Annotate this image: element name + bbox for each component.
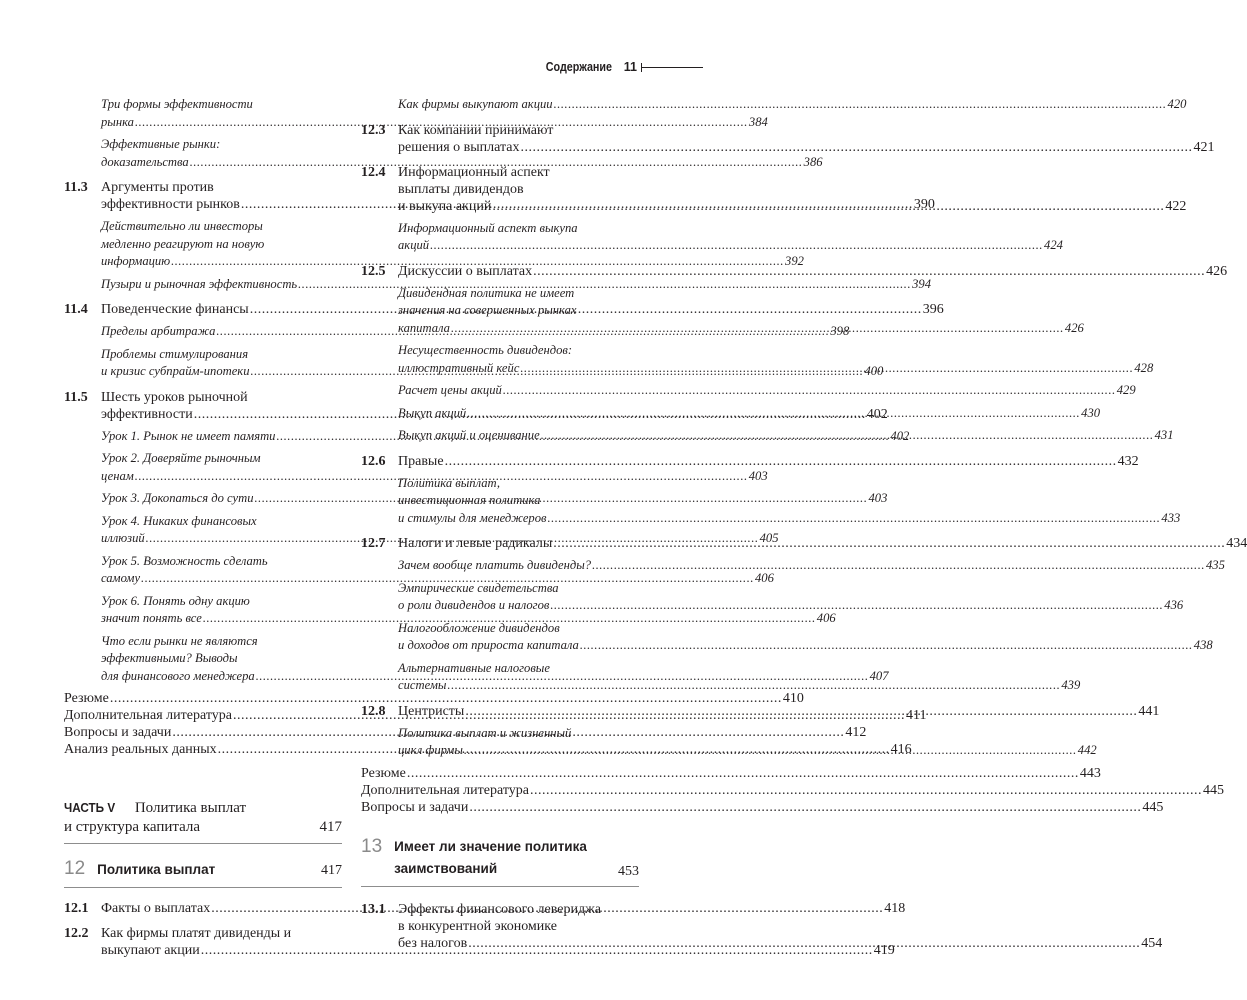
entry-page: 420 <box>1167 97 1187 111</box>
entry-page: 436 <box>1164 598 1184 612</box>
part-heading <box>64 798 342 844</box>
entry-title: Что если рынки не являются <box>101 633 258 648</box>
entry-line <box>398 122 1214 139</box>
entry-title: выплаты дивидендов <box>398 181 524 197</box>
entry-line <box>101 236 342 254</box>
entry-text <box>361 765 1101 782</box>
entry-title: самому <box>101 571 141 585</box>
entry-text <box>398 263 1227 280</box>
toc-subsection-entry <box>398 382 1136 400</box>
section-number: 12.5 <box>361 263 386 279</box>
dot-leader <box>592 557 1205 575</box>
entry-title: Дискуссии о выплатах <box>398 263 533 279</box>
dot-leader <box>492 198 1164 215</box>
entry-title: Урок 1. Рынок не имеет памяти <box>101 428 276 443</box>
entry-text <box>361 799 1164 816</box>
section-number: 12.4 <box>361 164 386 180</box>
part-label: ЧАСТЬ V <box>64 800 116 815</box>
entry-title: медленно реагируют на новую <box>101 236 265 251</box>
page-number: 11 <box>623 60 637 74</box>
entry-text <box>398 382 1136 400</box>
entry-page: 432 <box>1117 453 1139 469</box>
dot-leader <box>550 597 1163 615</box>
entry-line <box>398 492 639 510</box>
entry-page: 405 <box>759 531 779 545</box>
entry-page: 438 <box>1193 638 1213 652</box>
section-number: 11.3 <box>64 180 88 195</box>
entry-text <box>398 96 1187 114</box>
entry-page: 419 <box>873 943 895 958</box>
chapter-title: Политика выплат <box>97 862 216 877</box>
entry-text <box>398 901 1162 952</box>
section-number: 12.8 <box>361 703 386 719</box>
section-number: 13.1 <box>361 901 386 917</box>
entry-page: 445 <box>1203 782 1224 798</box>
entry-line <box>398 220 639 238</box>
entry-title: Налогообложение дивидендов <box>398 620 560 635</box>
entry-title: рынка <box>101 114 134 129</box>
entry-page: 433 <box>1161 510 1181 525</box>
entry-line <box>398 382 1136 400</box>
entry-page: 412 <box>845 725 867 740</box>
entry-page: 424 <box>1044 238 1063 252</box>
dot-leader <box>553 535 1225 552</box>
entry-line <box>101 650 342 668</box>
entry-line <box>101 96 342 114</box>
entry-title: и доходов от прироста капитала <box>398 638 579 652</box>
entry-line <box>398 620 639 638</box>
entry-line <box>398 237 1063 255</box>
dot-leader <box>520 139 1192 156</box>
entry-line <box>398 597 1184 615</box>
entry-line <box>398 935 1162 952</box>
entry-text <box>398 453 1139 470</box>
entry-page: 431 <box>1154 428 1174 442</box>
chapter-heading-12 <box>64 858 342 888</box>
chapter-number: 13 <box>361 835 383 857</box>
entry-line <box>398 285 639 303</box>
dot-leader <box>451 320 1064 338</box>
entry-page: 396 <box>922 302 944 317</box>
entry-title: Проблемы стимулирования <box>101 346 249 361</box>
entry-title: Налоги и левые радикалы <box>398 536 553 551</box>
entry-page: 418 <box>884 901 906 916</box>
dot-leader <box>468 935 1140 952</box>
entry-title: Урок 2. Доверяйте рыночным <box>101 451 261 465</box>
entry-page: 441 <box>1138 703 1160 719</box>
entry-title: для финансового менеджера <box>101 668 255 683</box>
entry-page: 434 <box>1226 536 1247 551</box>
entry-page: 454 <box>1141 935 1163 951</box>
entry-title: Как фирмы выкупают акции <box>398 97 553 111</box>
entry-line <box>398 96 1187 114</box>
entry-title: Дивидендная политика не имеет <box>398 285 575 300</box>
entry-text <box>398 220 1063 255</box>
entry-page: 443 <box>1079 765 1101 781</box>
toc-section-entry <box>361 453 1139 470</box>
section-number: 12.1 <box>64 901 89 916</box>
entry-title: Как компании принимают <box>398 122 554 138</box>
entry-line <box>101 136 342 154</box>
dot-leader <box>469 799 1141 816</box>
entry-line <box>398 139 1214 156</box>
dot-leader <box>430 237 1043 255</box>
part-title-line1: Политика выплат <box>134 800 247 816</box>
dot-leader <box>445 453 1117 470</box>
entry-title: Информационный аспект выкупа <box>398 220 578 235</box>
entry-title: Поведенческие финансы <box>101 302 249 317</box>
entry-title: Урок 5. Возможность сделать <box>101 553 268 568</box>
section-number: 11.4 <box>64 302 88 317</box>
entry-title: Резюме <box>361 765 406 781</box>
entry-page: 384 <box>748 114 768 129</box>
entry-line <box>361 799 1164 816</box>
entry-page: 422 <box>1165 198 1187 214</box>
dot-leader <box>464 742 1077 760</box>
entry-line <box>398 302 639 320</box>
running-head-title: Содержание <box>545 60 612 74</box>
entry-page: 406 <box>816 611 836 625</box>
part-page: 417 <box>319 819 342 835</box>
entry-page: 403 <box>868 491 888 505</box>
entry-text <box>398 535 1247 552</box>
entry-line <box>398 475 639 493</box>
entry-line <box>398 918 1162 935</box>
entry-title: и кризис субпрайм-ипотеки <box>101 364 250 378</box>
entry-line <box>398 263 1227 280</box>
entry-line <box>398 557 1225 575</box>
entry-line <box>361 782 1224 799</box>
entry-line <box>101 553 342 571</box>
section-number: 12.3 <box>361 122 386 138</box>
dot-leader <box>467 405 1080 423</box>
section-number: 12.2 <box>64 926 89 941</box>
entry-page: 426 <box>1064 320 1084 335</box>
section-number: 11.5 <box>64 389 88 405</box>
entry-line <box>398 703 1159 720</box>
entry-line <box>398 342 639 360</box>
entry-title: информацию <box>101 254 171 268</box>
entry-title: Урок 4. Никаких финансовых <box>101 513 257 528</box>
entry-title: цикл фирмы <box>398 743 463 757</box>
entry-line <box>398 164 1186 181</box>
entry-page: 411 <box>906 708 927 723</box>
entry-page: 430 <box>1081 405 1101 420</box>
entry-text <box>398 122 1214 156</box>
entry-title: Шесть уроков рыночной <box>101 389 248 405</box>
entry-title: Дополнительная литература <box>64 708 232 723</box>
entry-title: Пузыри и рыночная эффективность <box>101 276 298 291</box>
entry-line <box>398 901 1162 918</box>
chapter-title-line1: Имеет ли значение политика <box>394 838 587 854</box>
entry-title: Несущественность дивидендов: <box>398 343 573 357</box>
entry-title: решения о выплатах <box>398 139 520 155</box>
entry-title: Дополнительная литература <box>361 782 529 798</box>
entry-title: Зачем вообще платить дивиденды? <box>398 558 592 572</box>
dot-leader <box>530 782 1202 799</box>
entry-page: 421 <box>1193 139 1215 155</box>
entry-title: эффективности <box>101 406 193 422</box>
entry-title: без налогов <box>398 935 468 951</box>
entry-page: 435 <box>1206 558 1225 572</box>
entry-page: 403 <box>748 468 768 483</box>
entry-line <box>361 765 1101 782</box>
entry-title: Информационный аспект <box>398 164 550 180</box>
dot-leader <box>533 263 1205 280</box>
chapter-page: 417 <box>321 863 342 878</box>
entry-title: иллюстративный кейс <box>398 360 520 375</box>
entry-line <box>101 513 342 531</box>
entry-text <box>398 703 1159 720</box>
entry-page: 390 <box>913 197 935 212</box>
dot-leader <box>503 382 1116 400</box>
entry-title: Пределы арбитража <box>101 324 216 338</box>
entry-line <box>398 181 1186 198</box>
entry-text <box>398 164 1186 215</box>
entry-line <box>398 637 1213 655</box>
entry-title: Центристы <box>398 703 465 719</box>
dot-leader <box>554 96 1167 114</box>
entry-title: Правые <box>398 453 444 469</box>
dot-leader <box>407 765 1079 782</box>
entry-title: значит понять все <box>101 611 202 625</box>
entry-title: Действительно ли инвесторы <box>101 219 263 233</box>
toc-top-entry <box>361 782 1224 799</box>
entry-title: системы <box>398 678 447 692</box>
entry-page: 439 <box>1061 678 1081 692</box>
entry-text <box>64 690 804 707</box>
chapter-number: 12 <box>64 858 86 879</box>
dot-leader <box>541 427 1154 445</box>
entry-title: значения на совершенных рынках <box>398 303 577 317</box>
entry-line <box>398 198 1186 215</box>
entry-title: Эмпирические свидетельства <box>398 580 559 595</box>
section-number: 12.7 <box>361 536 386 551</box>
entry-line <box>101 593 342 611</box>
running-head-rule <box>641 67 703 68</box>
entry-line <box>398 535 1247 552</box>
entry-page: 392 <box>785 254 804 268</box>
entry-line <box>101 633 342 651</box>
entry-page: 402 <box>866 406 888 422</box>
entry-page: 407 <box>869 668 889 683</box>
entry-title: Политика выплат и жизненный <box>398 725 572 740</box>
entry-page: 429 <box>1116 383 1136 397</box>
entry-title: ценам <box>101 468 134 483</box>
entry-title: в конкурентной экономике <box>398 918 557 934</box>
entry-title: Эффективные рынки: <box>101 137 221 151</box>
entry-title: и стимулы для менеджеров <box>398 510 547 525</box>
entry-title: Альтернативные налоговые <box>398 660 550 675</box>
entry-title: Три формы эффективности <box>101 97 253 111</box>
entry-title: Вопросы и задачи <box>64 725 172 740</box>
entry-title: инвестиционная политика <box>398 493 541 507</box>
entry-page: 400 <box>864 364 884 378</box>
dot-leader <box>465 703 1137 720</box>
entry-title: Эффекты финансового левериджа <box>398 901 601 917</box>
entry-line <box>398 453 1139 470</box>
entry-title: Вопросы и задачи <box>361 799 469 815</box>
entry-line <box>398 725 639 743</box>
entry-title: Урок 3. Докопаться до сути <box>101 491 254 505</box>
entry-title: и выкупа акций <box>398 198 492 214</box>
entry-page: 416 <box>890 742 912 757</box>
toc-subsection-entry <box>398 96 1187 114</box>
entry-title: Урок 6. Понять одну акцию <box>101 593 250 608</box>
entry-title: о роли дивидендов и налогов <box>398 598 550 612</box>
entry-line <box>101 218 342 236</box>
toc-subsection-entry <box>398 620 1213 655</box>
entry-page: 426 <box>1206 263 1228 279</box>
entry-line <box>64 690 804 707</box>
entry-line <box>101 346 342 364</box>
entry-page: 398 <box>830 324 850 338</box>
entry-page: 402 <box>890 428 910 443</box>
entry-title: Расчет цены акций <box>398 383 502 397</box>
dot-leader <box>547 510 1160 528</box>
entry-title: Выкуп акций и оценивание <box>398 428 540 442</box>
entry-title: Выкуп акций <box>398 405 467 420</box>
entry-page: 410 <box>782 691 804 706</box>
entry-page: 445 <box>1142 799 1164 815</box>
entry-text <box>361 782 1224 799</box>
running-head <box>535 57 703 77</box>
toc-subsection-entry <box>398 220 1063 255</box>
dot-leader <box>580 637 1193 655</box>
chapter-title <box>394 836 618 880</box>
entry-title: Политика выплат, <box>398 475 501 490</box>
entry-title: Анализ реальных данных <box>64 742 217 757</box>
chapter-heading-13 <box>361 836 639 887</box>
entry-title: Факты о выплатах <box>101 901 211 916</box>
entry-title: эффективности рынков <box>101 197 240 212</box>
toc-top-entry <box>64 690 804 707</box>
dot-leader <box>447 677 1060 695</box>
entry-page: 442 <box>1077 743 1097 757</box>
entry-line <box>398 660 639 678</box>
entry-text <box>398 620 1213 655</box>
section-number: 12.6 <box>361 453 386 469</box>
entry-text <box>398 580 1184 615</box>
entry-title: выкупают акции <box>101 943 200 958</box>
entry-line <box>398 510 1181 528</box>
toc-top-entry <box>361 799 1164 816</box>
entry-title: Как фирмы платят дивиденды и <box>101 926 292 941</box>
entry-line <box>101 450 342 468</box>
entry-page: 394 <box>912 276 931 291</box>
toc-top-entry <box>361 765 1101 782</box>
dot-leader <box>520 360 1133 378</box>
toc-section-entry <box>361 263 1228 280</box>
toc-subsection-entry <box>398 580 1184 615</box>
entry-title: акций <box>398 238 430 252</box>
toc-section-entry <box>361 122 1215 156</box>
entry-title: иллюзий <box>101 531 145 545</box>
entry-title: доказательства <box>101 154 189 169</box>
entry-text <box>398 557 1225 575</box>
entry-title: эффективными? Выводы <box>101 651 238 665</box>
entry-title: Резюме <box>64 691 109 706</box>
entry-title: капитала <box>398 320 450 335</box>
entry-line <box>398 580 639 598</box>
entry-page: 406 <box>754 571 774 585</box>
entry-title: Аргументы против <box>101 180 214 195</box>
chapter-page: 453 <box>618 863 639 879</box>
toc-subsection-entry <box>398 557 1225 575</box>
entry-page: 386 <box>803 154 823 169</box>
entry-line <box>398 677 1081 695</box>
part-title-line2: и структура капитала <box>64 819 201 835</box>
chapter-title-line2: заимствований <box>394 860 498 876</box>
entry-page: 428 <box>1134 360 1154 375</box>
